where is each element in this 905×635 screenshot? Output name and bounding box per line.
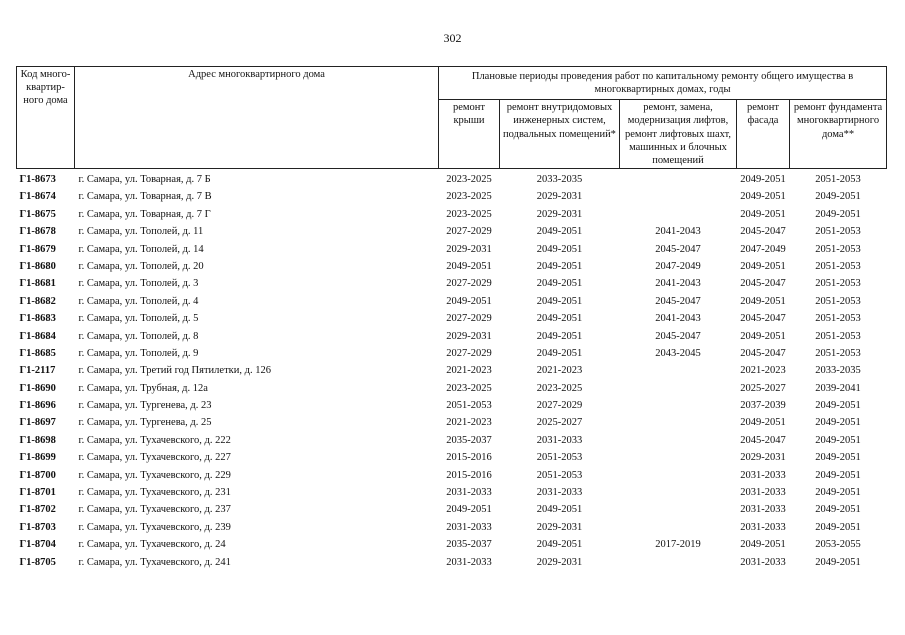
- facade-period-cell: 2031-2033: [740, 556, 786, 568]
- roof-period-cell: 2015-2016: [446, 452, 492, 464]
- table-row: [17, 345, 887, 362]
- header-address: Адрес многоквартирного дома: [75, 67, 439, 169]
- facade-period-cell: 2049-2051: [740, 191, 786, 203]
- engineering-period-cell: 2033-2035: [536, 174, 583, 185]
- foundation-period-cell: 2051-2053: [815, 243, 861, 255]
- address-cell: г. Самара, ул. Тухачевского, д. 24: [78, 539, 226, 551]
- table-row: [17, 414, 887, 431]
- facade-period-cell: 2049-2051: [740, 295, 786, 307]
- facade-period-cell: 2031-2033: [740, 504, 786, 516]
- foundation-period-cell: 2049-2051: [815, 208, 861, 220]
- engineering-period-cell: 2049-2051: [536, 278, 583, 290]
- engineering-period-cell: 2029-2031: [536, 208, 583, 220]
- code-cell: Г1-8685: [19, 347, 56, 359]
- facade-period-cell: 2031-2033: [740, 521, 786, 533]
- engineering-period-cell: 2051-2053: [536, 469, 583, 481]
- code-cell: Г1-8684: [19, 330, 56, 342]
- lift-period-cell: [620, 501, 737, 518]
- roof-period-cell: 2049-2051: [446, 260, 492, 272]
- address-cell: г. Самара, ул. Товарная, д. 7 В: [78, 191, 212, 203]
- roof-period-cell: 2023-2025: [446, 208, 492, 220]
- engineering-period-cell: 2049-2051: [536, 295, 583, 307]
- lift-period-cell: [620, 519, 737, 536]
- code-cell: Г1-8682: [19, 295, 56, 307]
- roof-period-cell: 2031-2033: [446, 556, 492, 568]
- address-cell: г. Самара, ул. Тухачевского, д. 229: [78, 469, 231, 481]
- engineering-period-cell: 2027-2029: [536, 400, 583, 412]
- foundation-period-cell: 2049-2051: [815, 504, 861, 516]
- table-body: [17, 168, 887, 570]
- foundation-period-cell: 2049-2051: [815, 487, 861, 499]
- address-cell: г. Самара, ул. Тухачевского, д. 227: [78, 452, 231, 464]
- engineering-period-cell: 2049-2051: [536, 226, 583, 238]
- table-row: [17, 223, 887, 240]
- roof-period-cell: 2023-2025: [446, 174, 492, 185]
- table-row: [17, 432, 887, 449]
- lift-period-cell: [620, 362, 737, 379]
- address-cell: г. Самара, ул. Трубная, д. 12а: [78, 382, 208, 394]
- roof-period-cell: 2035-2037: [446, 434, 492, 446]
- lift-period-cell: 2045-2047: [655, 243, 701, 255]
- code-cell: Г1-2117: [19, 365, 56, 377]
- address-cell: г. Самара, ул. Тополей, д. 5: [78, 313, 199, 325]
- table-row: [17, 519, 887, 536]
- roof-period-cell: 2023-2025: [446, 382, 492, 394]
- table-row: [17, 536, 887, 553]
- address-cell: г. Самара, ул. Тухачевского, д. 231: [78, 487, 231, 499]
- lift-period-cell: [620, 397, 737, 414]
- foundation-period-cell: 2049-2051: [815, 417, 861, 429]
- foundation-period-cell: 2049-2051: [815, 556, 861, 568]
- roof-period-cell: 2031-2033: [446, 521, 492, 533]
- foundation-period-cell: 2049-2051: [815, 469, 861, 481]
- address-cell: г. Самара, ул. Третий год Пятилетки, д. 126: [78, 365, 271, 377]
- page-number: 302: [443, 31, 462, 45]
- roof-period-cell: 2027-2029: [446, 226, 492, 238]
- code-cell: Г1-8683: [19, 313, 56, 325]
- facade-period-cell: 2049-2051: [740, 539, 786, 551]
- address-cell: г. Самара, ул. Тополей, д. 4: [78, 295, 199, 307]
- facade-period-cell: 2045-2047: [740, 226, 786, 238]
- lift-period-cell: [620, 484, 737, 501]
- facade-period-cell: 2045-2047: [740, 434, 786, 446]
- engineering-period-cell: 2049-2051: [536, 243, 583, 255]
- table-row: [17, 449, 887, 466]
- roof-period-cell: 2051-2053: [446, 400, 492, 412]
- foundation-period-cell: 2033-2035: [815, 365, 861, 377]
- code-cell: Г1-8679: [19, 243, 56, 255]
- lift-period-cell: [620, 168, 737, 188]
- table-row: [17, 327, 887, 344]
- code-cell: Г1-8701: [19, 487, 56, 499]
- foundation-period-cell: 2051-2053: [815, 278, 861, 290]
- facade-period-cell: 2049-2051: [740, 330, 786, 342]
- foundation-period-cell: 2053-2055: [815, 539, 861, 551]
- table-row: [17, 275, 887, 292]
- address-cell: г. Самара, ул. Тополей, д. 14: [78, 243, 204, 255]
- foundation-period-cell: 2051-2053: [815, 313, 861, 325]
- code-cell: Г1-8673: [19, 174, 56, 185]
- facade-period-cell: 2021-2023: [740, 365, 786, 377]
- facade-period-cell: 2029-2031: [740, 452, 786, 464]
- foundation-period-cell: 2051-2053: [815, 174, 861, 185]
- table-row: [17, 293, 887, 310]
- roof-period-cell: 2029-2031: [446, 330, 492, 342]
- engineering-period-cell: 2029-2031: [536, 191, 583, 203]
- table-row: [17, 240, 887, 257]
- engineering-period-cell: 2049-2051: [536, 539, 583, 551]
- engineering-period-cell: 2023-2025: [536, 382, 583, 394]
- address-cell: г. Самара, ул. Тургенева, д. 25: [78, 417, 212, 429]
- foundation-period-cell: 2049-2051: [815, 400, 861, 412]
- engineering-period-cell: 2031-2033: [536, 487, 583, 499]
- lift-period-cell: 2047-2049: [655, 260, 701, 272]
- facade-period-cell: 2045-2047: [740, 313, 786, 325]
- address-cell: г. Самара, ул. Тухачевского, д. 239: [78, 521, 231, 533]
- roof-period-cell: 2027-2029: [446, 347, 492, 359]
- roof-period-cell: 2027-2029: [446, 278, 492, 290]
- foundation-period-cell: 2049-2051: [815, 434, 861, 446]
- code-cell: Г1-8675: [19, 208, 56, 220]
- header-lifts: ремонт, замена, модернизация лифтов, ремонт лифтовых шахт, машинных и блочных помещений: [620, 100, 737, 169]
- lift-period-cell: 2043-2045: [655, 347, 701, 359]
- lift-period-cell: 2045-2047: [655, 295, 701, 307]
- header-facade: ремонт фасада: [737, 100, 790, 169]
- lift-period-cell: 2045-2047: [655, 330, 701, 342]
- lift-period-cell: [620, 432, 737, 449]
- address-cell: г. Самара, ул. Тополей, д. 3: [78, 278, 199, 290]
- foundation-period-cell: 2051-2053: [815, 330, 861, 342]
- engineering-period-cell: 2051-2053: [536, 452, 583, 464]
- table-row: [17, 467, 887, 484]
- table-row: [17, 362, 887, 379]
- header-foundation: ремонт фундамента многоквартирного дома**: [790, 100, 887, 169]
- engineering-period-cell: 2049-2051: [536, 347, 583, 359]
- header-engineering: ремонт внутридомовых инженерных систем, подвальных помещений*: [500, 100, 620, 169]
- engineering-period-cell: 2029-2031: [536, 556, 583, 568]
- lift-period-cell: [620, 553, 737, 570]
- code-cell: Г1-8698: [19, 434, 56, 446]
- engineering-period-cell: 2031-2033: [536, 434, 583, 446]
- roof-period-cell: 2021-2023: [446, 365, 492, 377]
- address-cell: г. Самара, ул. Тухачевского, д. 241: [78, 556, 231, 568]
- engineering-period-cell: 2049-2051: [536, 313, 583, 325]
- engineering-period-cell: 2025-2027: [536, 417, 583, 429]
- lift-period-cell: 2017-2019: [655, 539, 701, 551]
- roof-period-cell: 2049-2051: [446, 295, 492, 307]
- roof-period-cell: 2031-2033: [446, 487, 492, 499]
- facade-period-cell: 2049-2051: [740, 208, 786, 220]
- roof-period-cell: 2029-2031: [446, 243, 492, 255]
- table-row: [17, 397, 887, 414]
- code-cell: Г1-8705: [19, 556, 56, 568]
- code-cell: Г1-8690: [19, 382, 56, 394]
- code-cell: Г1-8702: [19, 504, 56, 516]
- foundation-period-cell: 2049-2051: [815, 521, 861, 533]
- code-cell: Г1-8703: [19, 521, 56, 533]
- address-cell: г. Самара, ул. Товарная, д. 7 Б: [78, 174, 211, 185]
- code-cell: Г1-8696: [19, 400, 56, 412]
- address-cell: г. Самара, ул. Тургенева, д. 23: [78, 400, 212, 412]
- foundation-period-cell: 2049-2051: [815, 191, 861, 203]
- table-header: [17, 67, 887, 169]
- roof-period-cell: 2023-2025: [446, 191, 492, 203]
- table-row: [17, 501, 887, 518]
- table-row: [17, 553, 887, 570]
- code-cell: Г1-8704: [19, 539, 56, 551]
- table-row: [17, 168, 887, 188]
- lift-period-cell: [620, 206, 737, 223]
- code-cell: Г1-8678: [19, 226, 56, 238]
- address-cell: г. Самара, ул. Тополей, д. 9: [78, 347, 199, 359]
- facade-period-cell: 2049-2051: [740, 417, 786, 429]
- header-roof: ремонт крыши: [439, 100, 500, 169]
- lift-period-cell: 2041-2043: [655, 313, 701, 325]
- code-cell: Г1-8700: [19, 469, 56, 481]
- facade-period-cell: 2025-2027: [740, 382, 786, 394]
- address-cell: г. Самара, ул. Товарная, д. 7 Г: [78, 208, 211, 220]
- roof-period-cell: 2015-2016: [446, 469, 492, 481]
- engineering-period-cell: 2049-2051: [536, 260, 583, 272]
- roof-period-cell: 2021-2023: [446, 417, 492, 429]
- lift-period-cell: [620, 414, 737, 431]
- engineering-period-cell: 2049-2051: [536, 504, 583, 516]
- facade-period-cell: 2045-2047: [740, 347, 786, 359]
- code-cell: Г1-8697: [19, 417, 56, 429]
- foundation-period-cell: 2049-2051: [815, 452, 861, 464]
- foundation-period-cell: 2051-2053: [815, 347, 861, 359]
- address-cell: г. Самара, ул. Тополей, д. 8: [78, 330, 199, 342]
- facade-period-cell: 2031-2033: [740, 469, 786, 481]
- table-row: [17, 310, 887, 327]
- foundation-period-cell: 2051-2053: [815, 260, 861, 272]
- table-row: [17, 188, 887, 205]
- lift-period-cell: [620, 380, 737, 397]
- code-cell: Г1-8680: [19, 260, 56, 272]
- facade-period-cell: 2047-2049: [740, 243, 786, 255]
- lift-period-cell: [620, 467, 737, 484]
- facade-period-cell: 2037-2039: [740, 400, 786, 412]
- facade-period-cell: 2049-2051: [740, 174, 786, 185]
- code-cell: Г1-8681: [19, 278, 56, 290]
- capital-repair-table: [16, 66, 887, 571]
- roof-period-cell: 2027-2029: [446, 313, 492, 325]
- header-periods: Плановые периоды проведения работ по капитальному ремонту общего имущества в многоквартирных домах, годы: [439, 67, 887, 100]
- roof-period-cell: 2049-2051: [446, 504, 492, 516]
- table-row: [17, 206, 887, 223]
- code-cell: Г1-8674: [19, 191, 56, 203]
- engineering-period-cell: 2029-2031: [536, 521, 583, 533]
- lift-period-cell: [620, 188, 737, 205]
- lift-period-cell: [620, 449, 737, 466]
- roof-period-cell: 2035-2037: [446, 539, 492, 551]
- foundation-period-cell: 2051-2053: [815, 226, 861, 238]
- engineering-period-cell: 2049-2051: [536, 330, 583, 342]
- address-cell: г. Самара, ул. Тополей, д. 20: [78, 260, 204, 272]
- address-cell: г. Самара, ул. Тухачевского, д. 237: [78, 504, 231, 516]
- facade-period-cell: 2031-2033: [740, 487, 786, 499]
- address-cell: г. Самара, ул. Тополей, д. 11: [78, 226, 204, 238]
- table-row: [17, 258, 887, 275]
- foundation-period-cell: 2039-2041: [815, 382, 861, 394]
- header-code: Код много-квартир-ного дома: [17, 67, 75, 169]
- table-row: [17, 380, 887, 397]
- code-cell: Г1-8699: [19, 452, 56, 464]
- address-cell: г. Самара, ул. Тухачевского, д. 222: [78, 434, 231, 446]
- facade-period-cell: 2045-2047: [740, 278, 786, 290]
- foundation-period-cell: 2051-2053: [815, 295, 861, 307]
- table-row: [17, 484, 887, 501]
- lift-period-cell: 2041-2043: [655, 278, 701, 290]
- engineering-period-cell: 2021-2023: [536, 365, 583, 377]
- lift-period-cell: 2041-2043: [655, 226, 701, 238]
- facade-period-cell: 2049-2051: [740, 260, 786, 272]
